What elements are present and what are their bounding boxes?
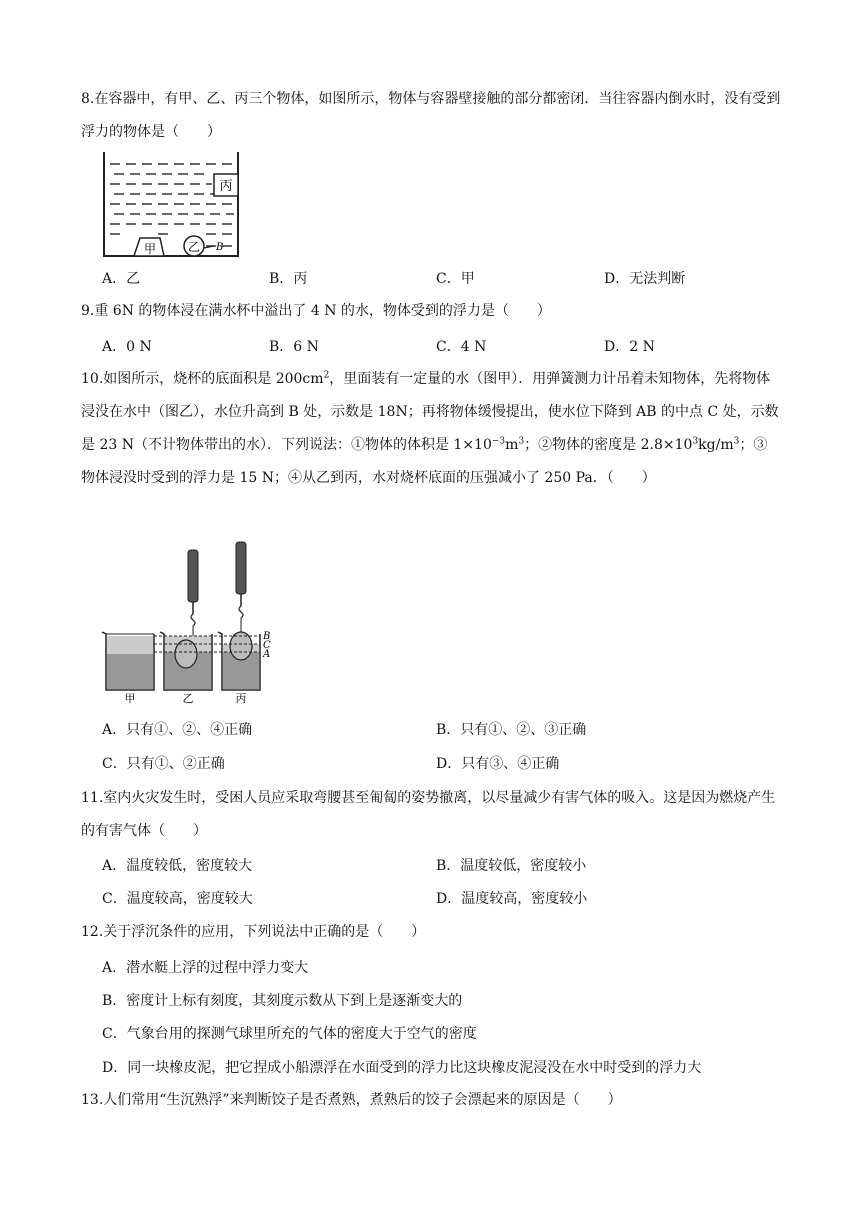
q12-option-a[interactable]: A．潜水艇上浮的过程中浮力变大 [102, 960, 309, 976]
q10-text-part: ；③物体浸没时受到的浮力是 15 N；④从乙到丙，水对烧杯底面的压强减小了 250 Pa．（ ） [81, 437, 768, 486]
q10-text-part: m [505, 437, 519, 453]
question-8-figure [102, 150, 242, 260]
q9-option-d[interactable]: D．2 N [604, 339, 655, 355]
q8-option-d[interactable]: D．无法判断 [604, 271, 686, 287]
q8-option-b[interactable]: B．丙 [269, 271, 308, 287]
question-11-text: 11.室内火灾发生时，受困人员应采取弯腰甚至匍匐的姿势撤离，以尽量减少有害气体的吸入。这是因为燃烧产生的有害气体（ ） [81, 790, 776, 839]
figure-label-b: B [216, 242, 224, 253]
q10-option-c[interactable]: C．只有①、②正确 [102, 756, 225, 772]
beaker-yi [160, 550, 212, 690]
q12-option-d[interactable]: D．同一块橡皮泥，把它捏成小船漂浮在水面受到的浮力比这块橡皮泥浸没在水中时受到的浮力大 [102, 1060, 702, 1076]
q10-text-part: 10.如图所示，烧杯的底面积是 200cm [81, 371, 324, 387]
q9-option-c[interactable]: C．4 N [436, 339, 487, 355]
level-label-a: A [263, 649, 271, 660]
q10-sup: 2 [323, 370, 330, 381]
q10-sup: 3 [518, 436, 525, 447]
figure-label-yi: 乙 [187, 240, 201, 254]
q9-option-b[interactable]: B．6 N [269, 339, 319, 355]
q10-option-d[interactable]: D．只有③、④正确 [436, 756, 560, 772]
q9-option-a[interactable]: A．0 N [102, 339, 152, 355]
figure-label-jia: 甲 [143, 242, 157, 256]
q10-text-part: ，里面装有一定量的水（图甲）．用弹簧测力计吊着未知物体，先将物体浸没在水中（图乙），水位升高到 B 处，示数是 18N；再将物体缓慢提出，使水位下降到 AB 的中点 C 处，示数是 23 N（不计物体带出的水）．下列说法：①物体的体积是 1×10 [81, 371, 779, 453]
q10-text-part: kg/m [698, 437, 734, 453]
question-12-text: 12.关于浮沉条件的应用，下列说法中正确的是（ ） [81, 924, 426, 940]
beaker-label-jia: 甲 [124, 692, 136, 705]
question-10-figure [100, 540, 275, 705]
q10-sup: −3 [491, 436, 506, 447]
q11-option-c[interactable]: C．温度较高，密度较大 [102, 891, 253, 907]
q11-option-d[interactable]: D．温度较高，密度较小 [436, 891, 588, 907]
beaker-jia [102, 632, 154, 690]
figure-label-bing: 丙 [219, 179, 233, 194]
level-label-b: B [263, 631, 271, 642]
beaker-label-bing: 丙 [235, 692, 247, 705]
q10-text-part: ；②物体的密度是 2.8×10 [524, 437, 693, 453]
q8-option-a[interactable]: A．乙 [102, 271, 141, 287]
question-9-text: 9.重 6N 的物体浸在满水杯中溢出了 4 N 的水，物体受到的浮力是（ ） [81, 303, 551, 319]
question-13-text: 13.人们常用“生沉熟浮”来判断饺子是否煮熟，煮熟后的饺子会漂起来的原因是（ ） [81, 1092, 622, 1108]
q12-option-b[interactable]: B．密度计上标有刻度，其刻度示数从下到上是逐渐变大的 [102, 993, 463, 1009]
q10-sup: 3 [692, 436, 699, 447]
q12-option-c[interactable]: C．气象台用的探测气球里所充的气体的密度大于空气的密度 [102, 1026, 477, 1042]
q11-option-a[interactable]: A．温度较低，密度较大 [102, 858, 253, 874]
level-label-c: C [263, 640, 271, 651]
beaker-bing [218, 542, 260, 690]
beaker-label-yi: 乙 [182, 692, 194, 705]
q8-option-c[interactable]: C．甲 [436, 271, 475, 287]
q10-sup: 3 [733, 436, 740, 447]
question-8-text: 8.在容器中，有甲、乙、丙三个物体，如图所示，物体与容器壁接触的部分都密闭．当往容器内倒水时，没有受到浮力的物体是（ ） [81, 91, 781, 140]
q10-option-b[interactable]: B．只有①、②、③正确 [436, 722, 587, 738]
q11-option-b[interactable]: B．温度较低，密度较小 [436, 858, 587, 874]
q10-option-a[interactable]: A．只有①、②、④正确 [102, 722, 253, 738]
question-10-text [81, 363, 781, 495]
